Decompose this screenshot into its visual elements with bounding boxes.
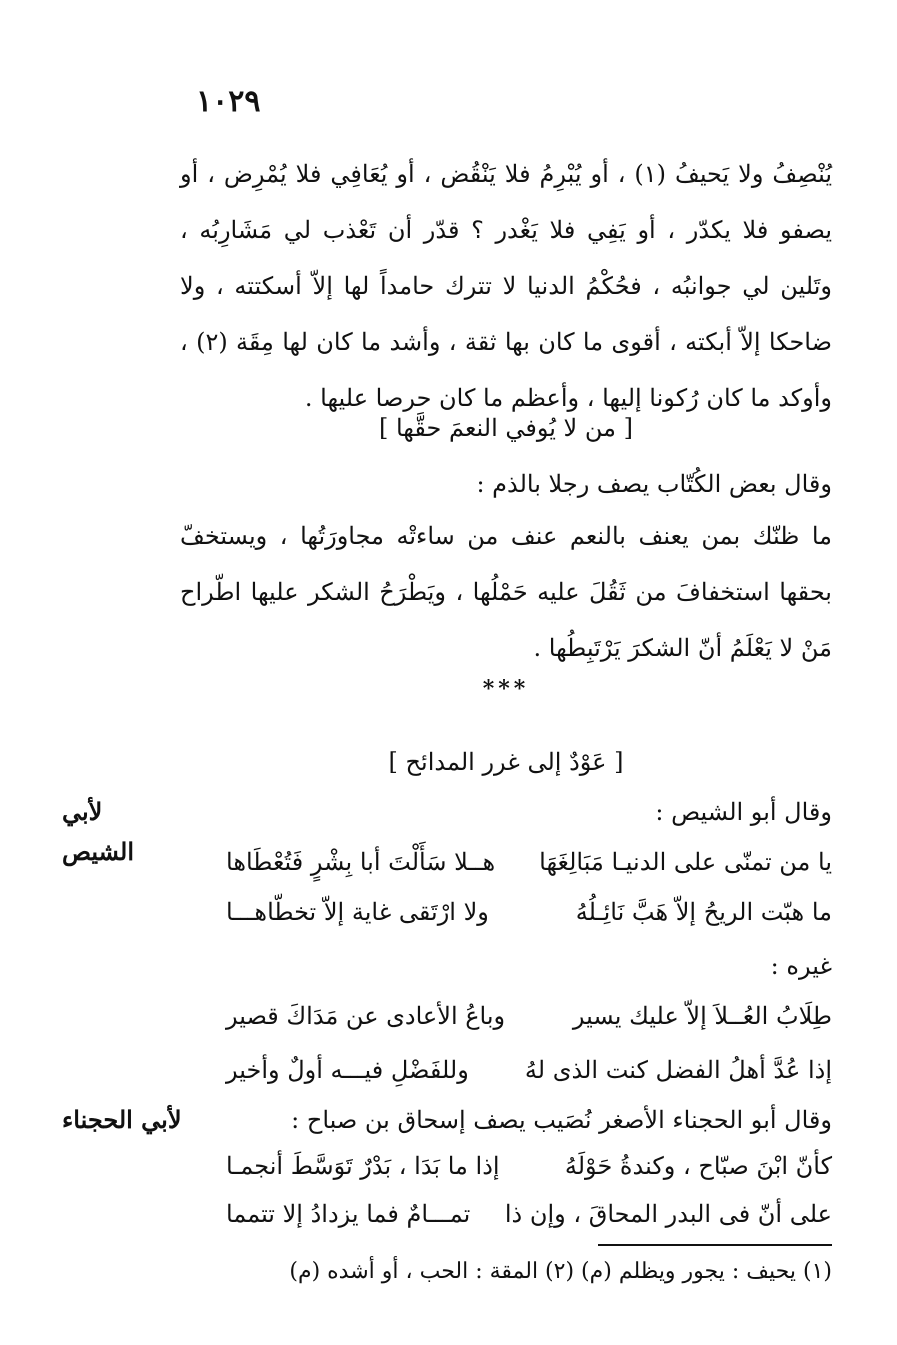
- footnote-divider: [598, 1244, 832, 1246]
- verse-second-hemistich: هــلا سَأَلْتَ أبا بِشْرٍ فَتُعْطَاها: [226, 848, 496, 876]
- verse-second-hemistich: ولا ارْتَقى غاية إلاّ تخطّاهـــا: [226, 898, 489, 926]
- verse-second-hemistich: وللفَضْلِ فيـــه أولٌ وأخير: [226, 1056, 469, 1084]
- body-paragraph-2: ما ظنّك بمن يعنف بالنعم عنف من ساءتْه مجاورَتُها ، ويستخفّ بحقها استخفافَ من ثَقُلَ عليه حَمْلُها ، ويَطْرَحُ الشكر عليها اطّراح مَنْ لا يَعْلَمُ أنّ الشكرَ يَرْتَبِطُها .: [180, 522, 832, 662]
- verse-first-hemistich: ما هبّت الريحُ إلاّ هَبَّ نَائِـلُهُ: [575, 898, 832, 926]
- section-separator: ***: [482, 676, 530, 702]
- intro-line-1: وقال بعض الكُتّاب يصف رجلا بالذم :: [476, 470, 832, 498]
- verse-second-hemistich: إذا ما بَدَا ، بَدْرٌ تَوَسَّطَ أنجمـا: [226, 1152, 500, 1180]
- intro-line-2: وقال أبو الشيص :: [655, 798, 832, 826]
- verse-second-hemistich: تمـــامٌ فما يزدادُ إلا تتمما: [226, 1200, 471, 1228]
- section-heading-1: [ من لا يُوفي النعمَ حقَّها ]: [379, 414, 633, 442]
- verse-first-hemistich: إذا عُدَّ أهلُ الفضل كنت الذى لهُ: [524, 1056, 832, 1084]
- verse-second-hemistich: وباعُ الأعادى عن مَدَاكَ قصير: [226, 1002, 506, 1030]
- verse-first-hemistich: على أنّ فى البدر المحاقَ ، وإن ذا: [504, 1200, 832, 1228]
- footnotes: (١) يحيف : يجور ويظلم (م) (٢) المقة : الحب ، أو أشده (م): [289, 1259, 832, 1284]
- verse-line: [180, 1194, 832, 1234]
- margin-note-abu-alshays: لأبي الشيص: [62, 797, 135, 866]
- verse-line: [180, 1050, 832, 1090]
- verse-line: [180, 996, 832, 1036]
- verse-line: [180, 842, 832, 882]
- opening-paragraph: يُنْصِفُ ولا يَحيفُ (١) ، أو يُبْرِمُ فلا يَنْقُض ، أو يُعَافِي فلا يُمْرِض ، أو يصفو فلا يكدّر ، أو يَفِي فلا يَغْدر ؟ قدّر أن تَعْذب لي مَشَارِبُه ، وتَلين لي جوانبُه ، فحُكْمُ الدنيا لا تترك حامداً لها إلاّ أسكتته ، ولا ضاحكا إلاّ أبكته ، أقوى ما كان بها ثقة ، وأشد ما كان لها مِقَة (٢) ، وأوكد ما كان رُكونا إليها ، وأعظم ما كان حرصا عليها .: [180, 160, 833, 412]
- verse-line: [180, 892, 832, 932]
- intro-line-4: وقال أبو الحجناء الأصغر نُصَيب يصف إسحاق بن صباح :: [291, 1106, 832, 1134]
- section-heading-2: [ عَوْدٌ إلى غرر المدائح ]: [388, 748, 624, 776]
- verse-line: [180, 1146, 832, 1186]
- intro-line-3: غيره :: [770, 952, 832, 980]
- verse-first-hemistich: كأنّ ابْنَ صبّاح ، وكندةُ حَوْلَهُ: [564, 1152, 832, 1180]
- margin-note-abu-alhajna: لأبي الحجناء: [62, 1105, 182, 1134]
- page-number: ١٠٢٩: [196, 84, 261, 119]
- verse-first-hemistich: طِلَابُ العُــلاَ إلاّ عليك يسير: [572, 1002, 832, 1030]
- verse-first-hemistich: يا من تمنّى على الدنيـا مَبَالِغَهَا: [539, 848, 832, 876]
